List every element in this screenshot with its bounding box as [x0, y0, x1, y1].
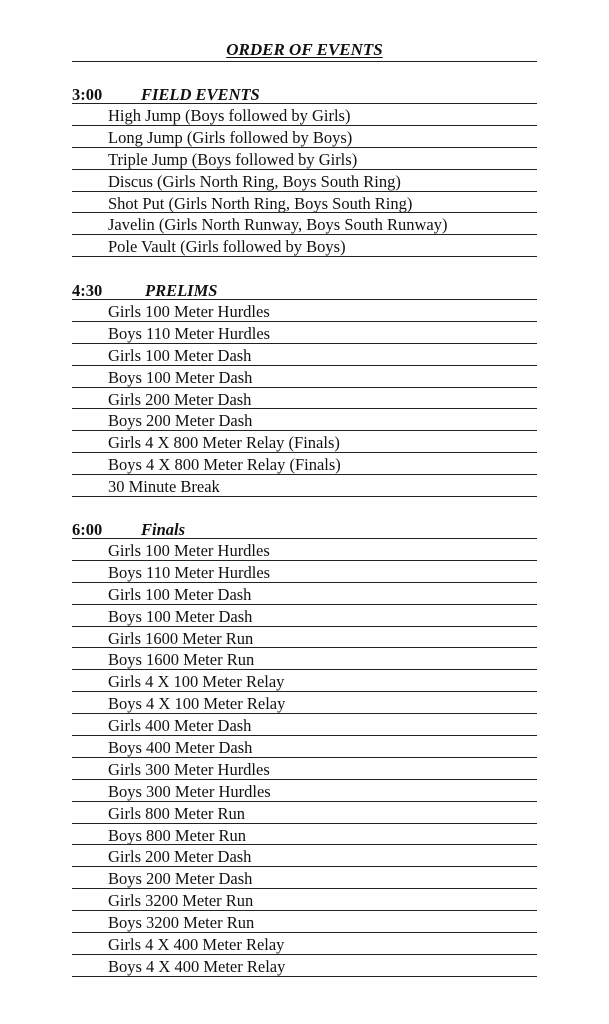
event-row [0, 539, 609, 561]
section-heading: Finals [141, 520, 186, 539]
event-row [0, 692, 609, 714]
event-row [0, 344, 609, 366]
event-label: Girls 1600 Meter Run [108, 628, 254, 648]
event-row [0, 802, 609, 824]
event-row [0, 148, 609, 170]
event-label: Long Jump (Girls followed by Boys) [108, 127, 353, 147]
event-label: Boys 800 Meter Run [108, 825, 246, 845]
event-row [0, 431, 609, 453]
event-label: Triple Jump (Boys followed by Girls) [108, 149, 358, 169]
event-row [0, 648, 609, 670]
event-row [0, 911, 609, 933]
event-label: Girls 4 X 400 Meter Relay [108, 935, 285, 955]
event-label: Boys 200 Meter Dash [108, 411, 253, 431]
event-row [0, 366, 609, 388]
event-label: Girls 4 X 800 Meter Relay (Finals) [108, 433, 340, 453]
event-row [0, 889, 609, 911]
event-label: Girls 100 Meter Dash [108, 584, 252, 604]
event-label: Girls 300 Meter Hurdles [108, 759, 270, 779]
event-row [0, 104, 609, 126]
event-label: Shot Put (Girls North Ring, Boys South Ring) [108, 193, 413, 213]
section-header [0, 518, 609, 539]
event-label: Girls 100 Meter Hurdles [108, 541, 270, 560]
section-heading: PRELIMS [145, 281, 218, 300]
event-row [0, 213, 609, 235]
section-heading: FIELD EVENTS [141, 85, 260, 104]
section-time: 3:00 [72, 85, 103, 104]
event-label: Discus (Girls North Ring, Boys South Ring) [108, 171, 401, 191]
event-label: Girls 3200 Meter Run [108, 891, 254, 911]
event-label: Girls 4 X 100 Meter Relay [108, 672, 285, 692]
event-label: Boys 100 Meter Dash [108, 367, 253, 387]
event-row [0, 955, 609, 977]
event-label: High Jump (Boys followed by Girls) [108, 106, 351, 125]
event-label: Javelin (Girls North Runway, Boys South Runway) [108, 215, 448, 235]
event-row [0, 192, 609, 214]
event-row [0, 867, 609, 889]
event-row [0, 409, 609, 431]
schedule-section [0, 279, 609, 497]
event-row [0, 453, 609, 475]
event-label: Girls 100 Meter Hurdles [108, 302, 270, 321]
event-row [0, 561, 609, 583]
event-row [0, 300, 609, 322]
event-row [0, 475, 609, 497]
event-row [0, 758, 609, 780]
event-row [0, 388, 609, 410]
event-row [0, 126, 609, 148]
section-header [0, 279, 609, 300]
event-label: Boys 4 X 800 Meter Relay (Finals) [108, 455, 341, 475]
event-label: Boys 3200 Meter Run [108, 913, 255, 933]
section-time: 4:30 [72, 281, 103, 300]
page-title: ORDER OF EVENTS [226, 40, 383, 59]
event-row [0, 235, 609, 257]
event-row [0, 845, 609, 867]
event-label: Pole Vault (Girls followed by Boys) [108, 237, 346, 257]
event-label: Boys 4 X 100 Meter Relay [108, 694, 286, 714]
event-row [0, 170, 609, 192]
event-row [0, 933, 609, 955]
schedule-section [0, 83, 609, 257]
event-row [0, 605, 609, 627]
section-time: 6:00 [72, 520, 103, 539]
event-row [0, 714, 609, 736]
event-label: Girls 200 Meter Dash [108, 389, 252, 409]
event-label: Girls 200 Meter Dash [108, 847, 252, 867]
title-rule [72, 61, 537, 62]
event-label: Girls 100 Meter Dash [108, 345, 252, 365]
event-label: Boys 4 X 400 Meter Relay [108, 956, 286, 976]
event-label: Boys 200 Meter Dash [108, 869, 253, 889]
event-label: Boys 300 Meter Hurdles [108, 781, 271, 801]
event-label: Boys 110 Meter Hurdles [108, 323, 271, 343]
event-label: Girls 800 Meter Run [108, 803, 246, 823]
event-row [0, 736, 609, 758]
event-row [0, 322, 609, 344]
event-label: Boys 400 Meter Dash [108, 738, 253, 758]
event-row [0, 780, 609, 802]
event-label: Girls 400 Meter Dash [108, 716, 252, 736]
event-label: 30 Minute Break [108, 477, 220, 497]
event-row [0, 627, 609, 649]
event-row [0, 583, 609, 605]
event-label: Boys 100 Meter Dash [108, 606, 253, 626]
schedule-section [0, 518, 609, 977]
section-header [0, 83, 609, 104]
event-row [0, 824, 609, 846]
event-label: Boys 110 Meter Hurdles [108, 562, 271, 582]
event-row [0, 670, 609, 692]
event-label: Boys 1600 Meter Run [108, 650, 255, 670]
